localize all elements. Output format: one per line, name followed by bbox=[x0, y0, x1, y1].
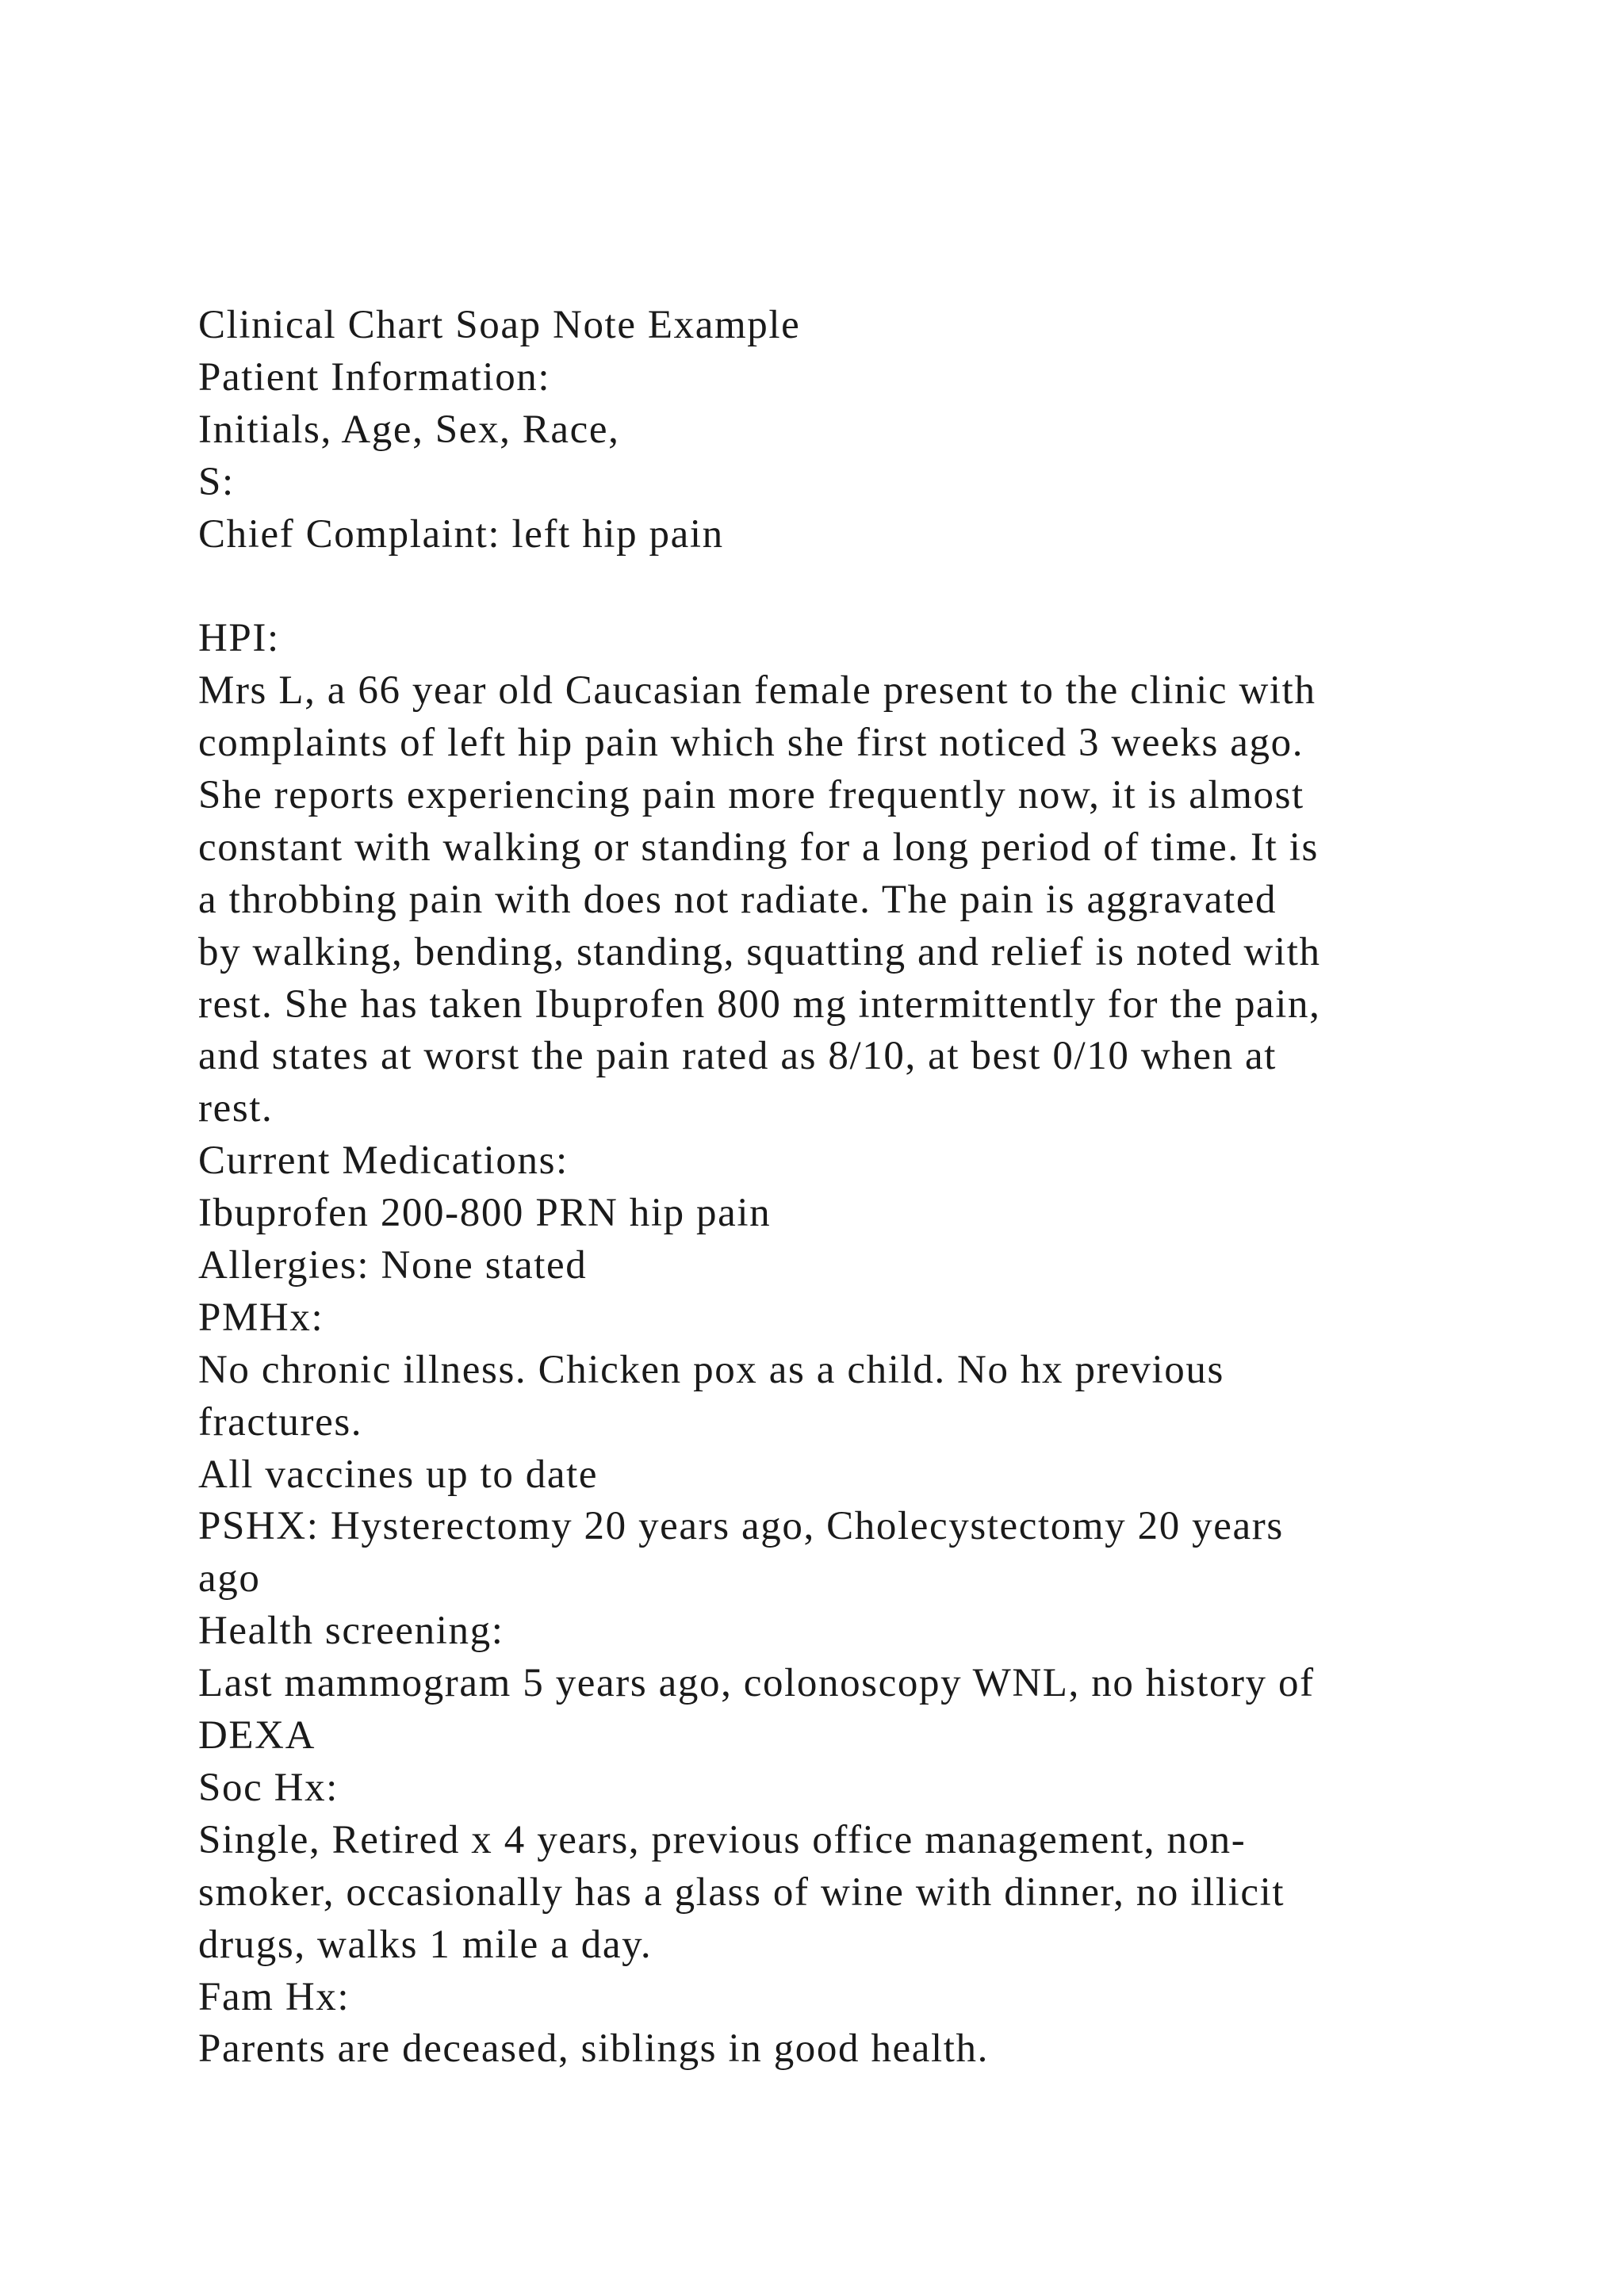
hpi-text-line: complaints of left hip pain which she first noticed 3 weeks ago. bbox=[198, 721, 1304, 766]
soap-note-text bbox=[198, 300, 1467, 2076]
social-history-text-line: Single, Retired x 4 years, previous office management, non- bbox=[198, 1817, 1247, 1862]
vaccines: All vaccines up to date bbox=[198, 1452, 599, 1497]
pshx-text-line: PSHX: Hysterectomy 20 years ago, Cholecystectomy 20 years bbox=[198, 1504, 1284, 1549]
hpi-text-line: She reports experiencing pain more frequently now, it is almost bbox=[198, 773, 1304, 818]
health-screening-text-line: Last mammogram 5 years ago, colonoscopy WNL, no history of bbox=[198, 1661, 1315, 1706]
patient-information-fields: Initials, Age, Sex, Race, bbox=[198, 407, 620, 452]
hpi-text-line: constant with walking or standing for a long period of time. It is bbox=[198, 825, 1319, 870]
health-screening-heading: Health screening: bbox=[198, 1609, 504, 1654]
pmhx-text-line: fractures. bbox=[198, 1399, 363, 1445]
pmhx-heading: PMHx: bbox=[198, 1295, 324, 1340]
family-history-heading: Fam Hx: bbox=[198, 1974, 350, 2019]
medication-item: Ibuprofen 200-800 PRN hip pain bbox=[198, 1191, 772, 1236]
social-history-heading: Soc Hx: bbox=[198, 1765, 339, 1810]
blank-line bbox=[198, 561, 1467, 613]
document-title: Clinical Chart Soap Note Example bbox=[198, 303, 801, 347]
hpi-text-line: and states at worst the pain rated as 8/10, at best 0/10 when at bbox=[198, 1034, 1277, 1079]
social-history-text-line: smoker, occasionally has a glass of wine with dinner, no illicit bbox=[198, 1869, 1285, 1915]
current-medications-heading: Current Medications: bbox=[198, 1138, 569, 1184]
hpi-text-line: Mrs L, a 66 year old Caucasian female present to the clinic with bbox=[198, 668, 1316, 714]
allergies: Allergies: None stated bbox=[198, 1243, 588, 1288]
pmhx-text-line: No chronic illness. Chicken pox as a child. No hx previous bbox=[198, 1347, 1224, 1392]
hpi-heading: HPI: bbox=[198, 616, 280, 661]
subjective-heading: S: bbox=[198, 459, 235, 504]
hpi-text-line: a throbbing pain with does not radiate. The pain is aggravated bbox=[198, 877, 1277, 922]
chief-complaint: Chief Complaint: left hip pain bbox=[198, 511, 724, 557]
health-screening-text-line: DEXA bbox=[198, 1713, 316, 1758]
hpi-text-line: rest. bbox=[198, 1086, 274, 1131]
patient-information-heading: Patient Information: bbox=[198, 354, 551, 400]
family-history-text-line: Parents are deceased, siblings in good health. bbox=[198, 2026, 990, 2072]
hpi-text-line: by walking, bending, standing, squatting and relief is noted with bbox=[198, 929, 1321, 974]
social-history-text-line: drugs, walks 1 mile a day. bbox=[198, 1922, 653, 1967]
hpi-text-line: rest. She has taken Ibuprofen 800 mg intermittently for the pain, bbox=[198, 982, 1321, 1027]
pshx-text-line: ago bbox=[198, 1556, 261, 1601]
